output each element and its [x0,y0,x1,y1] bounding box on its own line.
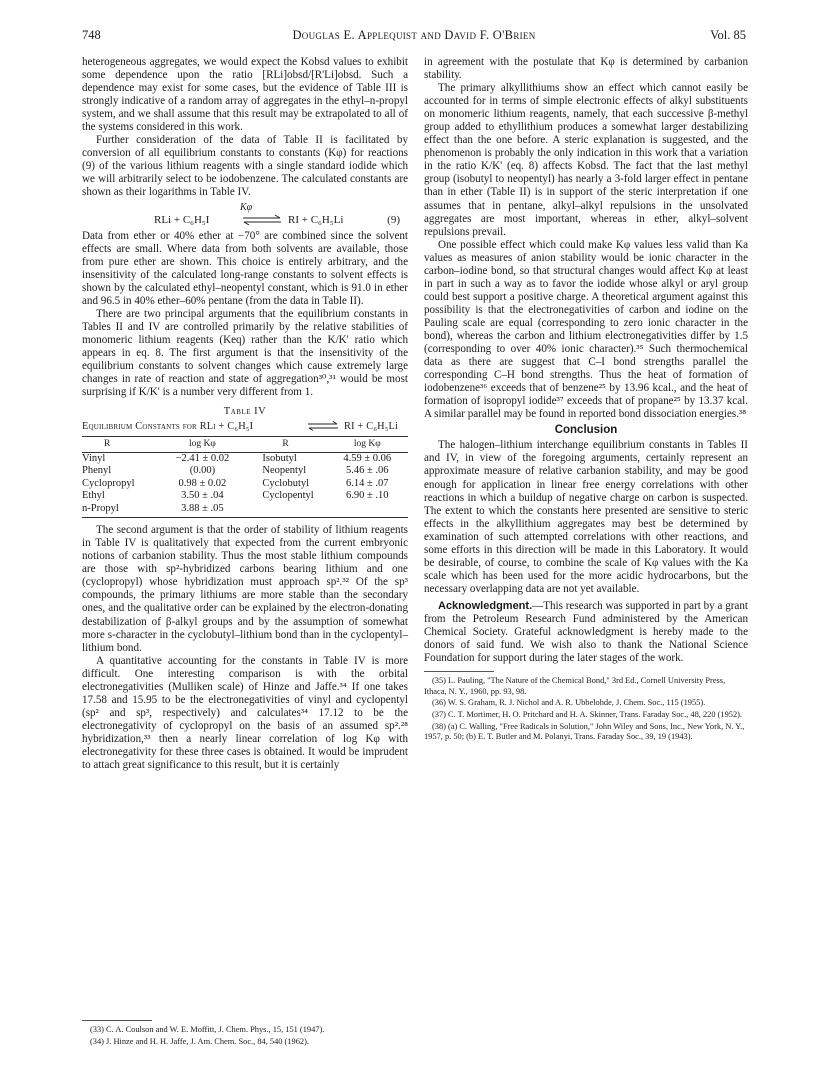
table-row [82,503,408,518]
paragraph: The primary alkyllithiums show an effect which cannot easily be accounted for in terms of simple electronic effects of alkyl substituents on monomeric lithium reagents, namely, that each successive β-methyl group added to ethyllithium produces a somewhat larger destabilizing effect than the one before. A steric explanation is suggested, and the phenomenon is probably the only indication in this work that a variation in the ratio K/K' (eq. 8) affects Kobsd. The fact that the last methyl group (isobutyl to neopentyl) has nearly a 3-fold larger effect in pentane than in ether (Table II) is in support of the steric interpretation if one assumes that in pentane, alkyl–alkyl repulsions in the unsolvated aggregates are most important, whereas in ether, alkyl–solvent repulsions prevail. [424,82,748,238]
footnote-rule [82,1020,152,1021]
paragraph: A quantitative accounting for the constants in Table IV is more difficult. One interesting comparison is with the orbital electronegativities (Mulliken scale) of Hinze and Jaffe.³⁴ If one takes 17.58 and 15.95 to be the electronegativities of vinyl and cyclopentyl (sp² and sp³, respectively) and calculates³⁴ 17.12 to be the electronegativity of cyclopropyl on the basis of an assumed sp².²⁸ hybridization,³³ then a nearly linear correlation of log Kφ with electronegativity for these three cases is obtained. It would be imprudent to attach great significance to this result, but it is certainly [82,654,408,772]
footnotes-right [424,671,748,743]
table-cell: 0.98 ± 0.02 [178,477,227,489]
footnote: (35) L. Pauling, "The Nature of the Chemical Bond," 3rd Ed., Cornell University Press, Ithaca, N. Y., 1960, pp. 93, 98. [424,676,726,696]
table-title-rhs: RI + C₆H₅Li [344,421,399,433]
paragraph: heterogeneous aggregates, we would expect the Kobsd values to exhibit some dependence upon the ratio [RLi]obsd/[R'Li]obsd. Such a dependence may exist for some cases, but the evidence of Table III is strongly indicative of a random array of aggregates in the ethyl–n-propyl system, and we shall assume that this result may be extrapolated to all of the systems considered in this work. [82,56,408,134]
paragraph: The second argument is that the order of stability of lithium reagents in Table IV is qualitatively that expected from the current embryonic notions of carbanion stability. Thus the most stable lithium compounds are those with sp²-hybridized carbons bearing lithium and one (cyclopropyl) whose hybridization must approach sp².³² Of the sp³ compounds, the primary lithiums are more stable than the secondary ones, and the qualitative order can be explained by the electron-donating destabilization of β-alkyl groups and by the assumption of somewhat more s-character in the cyclobutyl–lithium bond than in the cyclopentyl–lithium bond. [82,524,408,654]
table-header-cell: R [82,437,160,453]
table-cell: Neopentyl [262,465,307,477]
right-column [424,56,748,744]
table-cell: 6.90 ± .10 [346,490,389,502]
table-cell: 3.88 ± .05 [160,503,244,518]
acknowledgment-text: —This research was supported in part by a grant from the Petroleum Research Fund administered by the American Chemical Society. Grateful acknowledgment is hereby made to the donors of said fund. We wish also to thank the National Science Foundation for support during the later stages of the work. [424,599,748,665]
table-cell: Vinyl [82,452,106,464]
equation-lhs: RLi + C₆H₅I [154,213,210,226]
table-iv [82,436,408,518]
paragraph: in agreement with the postulate that Kφ is determined by carbanion stability. [424,56,748,82]
table-cell [327,503,408,518]
footnote: (36) W. S. Graham, R. J. Nichol and A. R. Ubbelohde, J. Chem. Soc., 115 (1955). [432,698,706,708]
equation-9 [82,202,408,228]
table-cell: Cyclobutyl [262,477,310,489]
table-cell: Cyclopentyl [262,490,314,502]
footnote: (33) C. A. Coulson and W. E. Moffitt, J. Chem. Phys., 15, 151 (1947). [90,1025,325,1034]
paragraph: There are two principal arguments that the equilibrium constants in Tables II and IV are controlled primarily by the relative stabilities of monomeric lithium reagents (Keq) rather than the K/K' ratio which appears in eq. 8. The first argument is that the insensitivity of the equilibrium constants to solvent changes which cause extremely large changes in rate of reaction and state of aggregation³⁰,³¹ would be most surprising if K/K' is a number very different from 1. [82,307,408,399]
paragraph: The halogen–lithium interchange equilibrium constants in Tables II and IV, in view of the foregoing arguments, certainly represent an approximate measure of relative carbanion stability, and may be good enough for application in linear free energy correlations with other reactions in which a buildup of negative charge on carbon is suspected. The extent to which the constants here presented are sensitive to steric effects in the alkyllithium aggregates may best be determined by examination of such attempted correlations with other reactions, and some efforts in this direction will be made in this Laboratory. It would be desirable, of course, to combine the scale of Kφ values with the Ka scale which has been used for the more acidic hydrocarbons, but the necessary overlapping data are not yet available. [424,439,748,595]
table-cell: Isobutyl [262,452,297,464]
footnotes-left [82,1020,408,1048]
table-header-row [82,437,408,453]
equilibrium-arrow-icon [242,214,282,226]
table-cell: Cyclopropyl [82,477,135,489]
footnote: (37) C. T. Mortimer, H. O. Pritchard and H. A. Skinner, Trans. Faraday Soc., 48, 220 (1952). [432,709,743,719]
footnote: (38) (a) C. Walling, "Free Radicals in Solution," John Wiley and Sons, Inc., New York, N. Y., 1957, p. 50; (b) E. T. Butler and M. Polanyi, Trans. Faraday Soc., 39, 19 (1943). [424,721,745,742]
acknowledgment-title: Acknowledgment. [438,599,533,612]
table-row [82,478,408,491]
equation-rhs: RI + C₆H₅Li [288,213,344,226]
table-title [82,420,408,434]
equation-number: (9) [387,213,400,226]
footnote-rule [424,671,494,672]
running-header [82,28,746,46]
acknowledgment [424,600,748,665]
table-cell [244,503,326,518]
table-cell: 4.59 ± 0.06 [343,452,392,464]
table-cell: 5.46 ± .06 [346,465,389,477]
equilibrium-constant-label: Kφ [240,201,253,213]
table-header-cell: log Kφ [327,437,408,453]
table-row [82,490,408,503]
footnote: (34) J. Hinze and H. H. Jaffe, J. Am. Chem. Soc., 84, 540 (1962). [90,1036,309,1046]
table-title-lhs: Equilibrium Constants for RLi + C₆H₅I [82,421,254,433]
table-header-cell: log Kφ [160,437,244,453]
table-caption: Table IV [223,406,267,418]
table-cell: n-Propyl [82,503,160,518]
table-cell: 6.14 ± .07 [346,477,389,489]
conclusion-heading: Conclusion [554,424,618,437]
table-row [82,465,408,478]
volume-label: Vol. 85 [710,28,746,42]
table-cell: Phenyl [82,465,112,477]
equilibrium-arrow-icon [307,421,339,431]
table-cell: 3.50 ± .04 [181,490,224,502]
paragraph: Further consideration of the data of Table II is facilitated by conversion of all equilibrium constants to constants (Kφ) for reactions (9) of the various lithium reagents with a single standard iodide which we will arbitrarily select to be iodobenzene. The calculated constants are shown as their logarithms in Table IV. [82,134,408,199]
page-number: 748 [82,28,101,42]
table-cell: (0.00) [189,465,216,477]
running-head-authors: Douglas E. Applequist and David F. O'Brien [292,28,536,42]
table-row [82,452,408,465]
paragraph: Data from ether or 40% ether at −70° are combined since the solvent effects are small. Where data from both solvents are available, those from pure ether are shown. This choice is entirely arbitrary, and the insensitivity of the calculated long-range constants to solvent effects is shown by the calculated ethyl–neopentyl constant, which is 91.0 in ether and 96.5 in 40% ether–60% pentane (from the data in Table II). [82,229,408,307]
table-cell: −2.41 ± 0.02 [175,452,230,464]
left-column [82,56,408,772]
paragraph: One possible effect which could make Kφ values less valid than Ka values as measures of anion stability would be ionic character in the carbon–iodine bond, so that structural changes would affect Kφ at least in part in such a way as to favor the iodide whose alkyl or aryl group could best support a positive charge. A theoretical argument against this possibility is that the electronegativities of carbon and iodine on the Pauling scale are equal (corresponding to zero ionic character in the bond), whereas the carbon and lithium electronegativities differ by 1.5 (corresponding to over 40% ionic character).³⁵ Such thermochemical data as there are suggest that C–I bond strengths parallel the corresponding C–H bond strengths. Thus the heat of formation of iodobenzene³⁶ exceeds that of benzene²⁵ by 13.96 kcal., and the heat of formation of isopropyl iodide³⁷ exceeds that of propane²⁵ by 13.37 kcal. A similar parallel may be found in reported bond dissociation energies.³⁸ [424,238,748,421]
table-header-cell: R [244,437,326,453]
table-cell: Ethyl [82,490,105,502]
